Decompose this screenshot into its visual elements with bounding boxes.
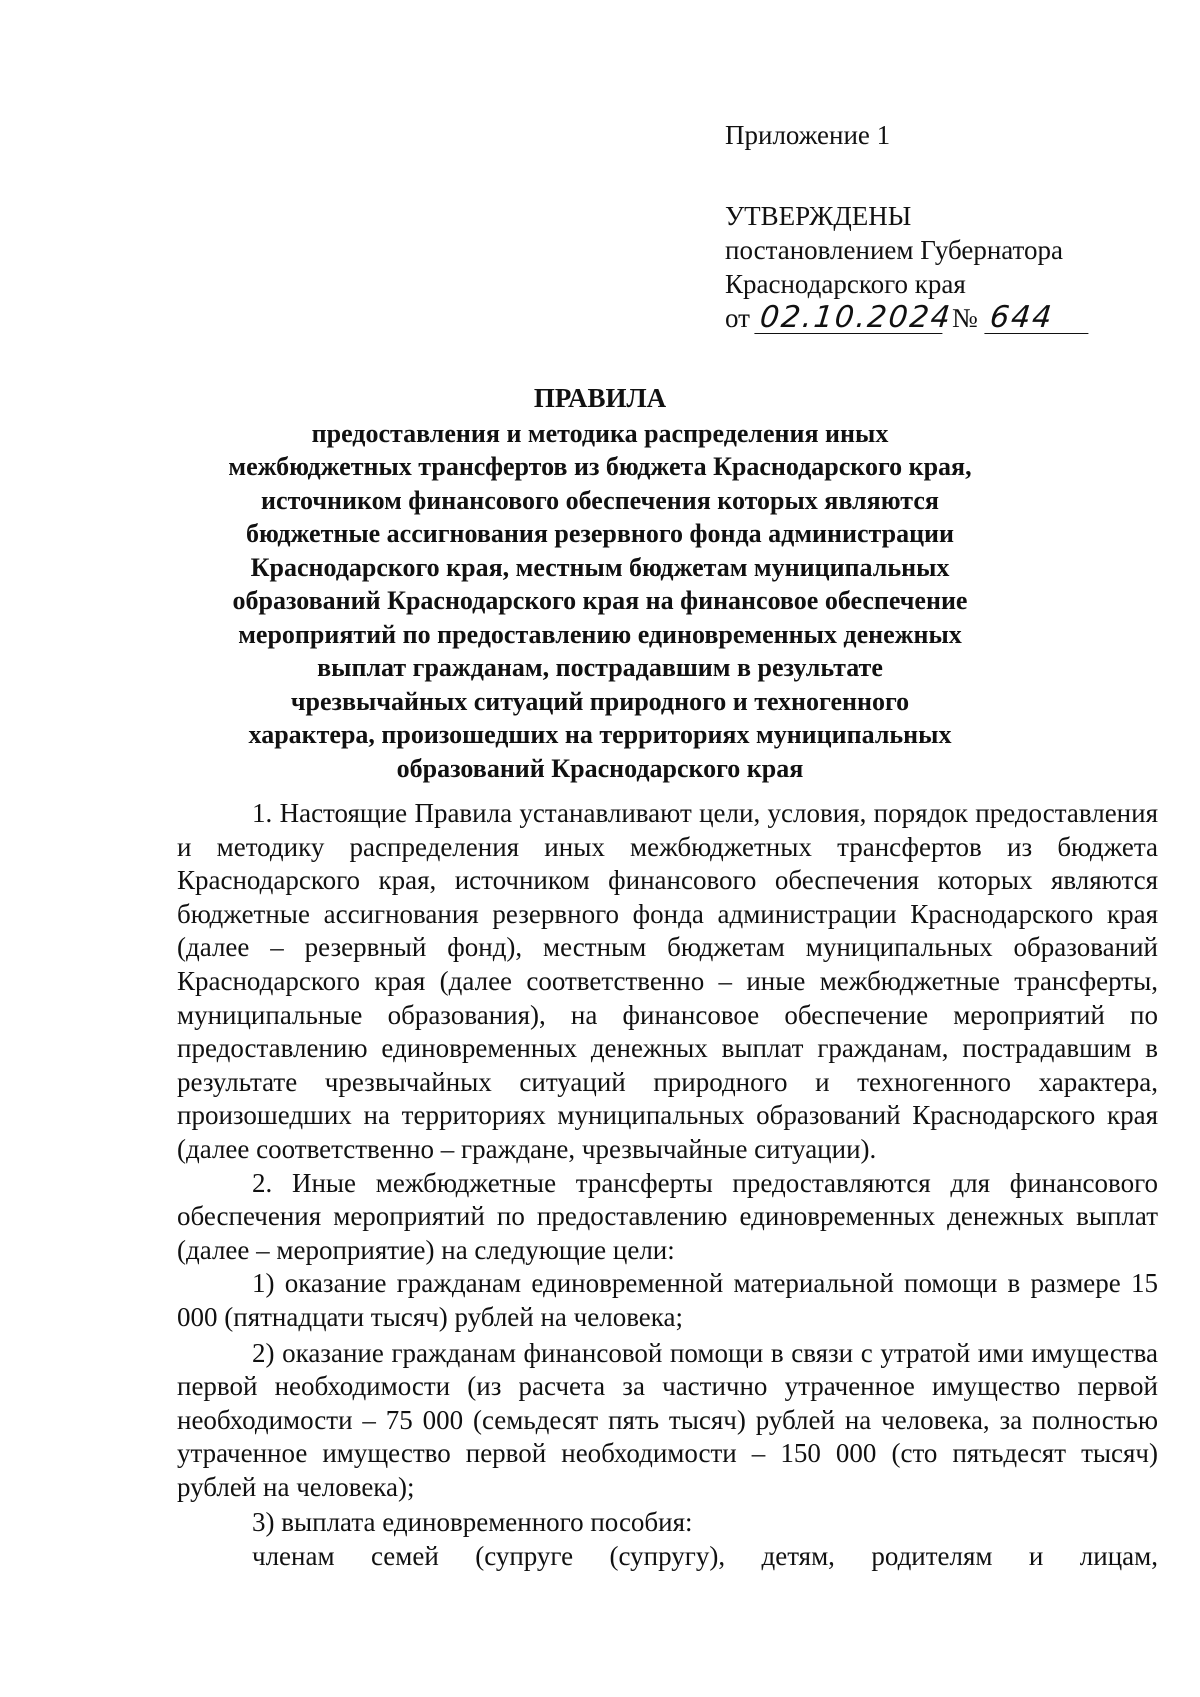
paragraph-2-item-3-continued: членам семей (супруге (супругу), детям, родителям и лицам,: [252, 1541, 1158, 1572]
title-line: выплат гражданам, пострадавшим в результате: [317, 653, 883, 682]
title-line: характера, произошедших на территориях муниципальных: [248, 720, 952, 749]
number-sign: №: [951, 303, 978, 333]
title-line: бюджетные ассигнования резервного фонда администрации: [245, 519, 955, 548]
handwritten-date: 02.10.2024: [754, 303, 945, 334]
document-body: [177, 797, 1158, 1574]
paragraph-2-item-3: 3) выплата единовременного пособия:: [252, 1507, 693, 1538]
title-main: ПРАВИЛА: [533, 383, 667, 413]
document-title: [150, 382, 1050, 785]
date-prefix: от: [725, 303, 750, 333]
title-line: источником финансового обеспечения которых являются: [261, 485, 939, 515]
approved-label: УТВЕРЖДЕНЫ: [725, 201, 912, 231]
approved-region-line: Краснодарского края: [725, 269, 966, 299]
title-line: образований Краснодарского края: [396, 753, 804, 783]
title-line: чрезвычайных ситуаций природного и техногенного: [290, 686, 910, 716]
title-line: образований Краснодарского края на финансовое обеспечение: [232, 586, 968, 615]
approval-date-line: [725, 301, 1145, 335]
paragraph-2-item-1: 1) оказание гражданам единовременной материальной помощи в размере 15 000 (пятнадцати тысяч) рублей на человека;: [177, 1268, 1158, 1332]
approved-by-line: постановлением Губернатора: [725, 235, 1063, 265]
title-line: межбюджетных трансфертов из бюджета Краснодарского края,: [228, 452, 972, 481]
title-line: Краснодарского края, местным бюджетам муниципальных: [250, 552, 950, 582]
title-line: мероприятий по предоставлению единовременных денежных: [238, 619, 962, 649]
paragraph-2: 2. Иные межбюджетные трансферты предоставляются для финансового обеспечения мероприятий по предоставлению единовременных денежных выплат (далее – мероприятие) на следующие цели:: [177, 1167, 1158, 1265]
paragraph-2-item-2: 2) оказание гражданам финансовой помощи в связи с утратой ими имущества первой необходимости (из расчета за частично утраченное имущество первой необходимости – 75 000 (семьдесят пять тысяч) рублей на человека, за полностью утраченное имущество первой необходимости – 150 000 (сто пятьдесят тысяч) рублей на человека);: [177, 1337, 1158, 1502]
paragraph-1: 1. Настоящие Правила устанавливают цели, условия, порядок предоставления и методику распределения иных межбюджетных трансфертов из бюджета Краснодарского края, источником финансового обеспечения которых являются бюджетные ассигнования резервного фонда администрации Краснодарского края (далее – резервный фонд), местным бюджетам муниципальных образований Краснодарского края (далее соответственно – иные межбюджетные трансферты, муниципальные образования), на финансовое обеспечение мероприятий по предоставлению единовременных денежных выплат гражданам, пострадавшим в результате чрезвычайных ситуаций природного и техногенного характера, произошедших на территориях муниципальных образований Краснодарского края (далее соответственно – граждане, чрезвычайные ситуации).: [177, 798, 1158, 1164]
handwritten-number: 644: [984, 303, 1091, 334]
title-line: предоставления и методика распределения иных: [311, 418, 889, 448]
approval-stamp: [725, 118, 1145, 335]
appendix-label: Приложение 1: [725, 120, 891, 150]
